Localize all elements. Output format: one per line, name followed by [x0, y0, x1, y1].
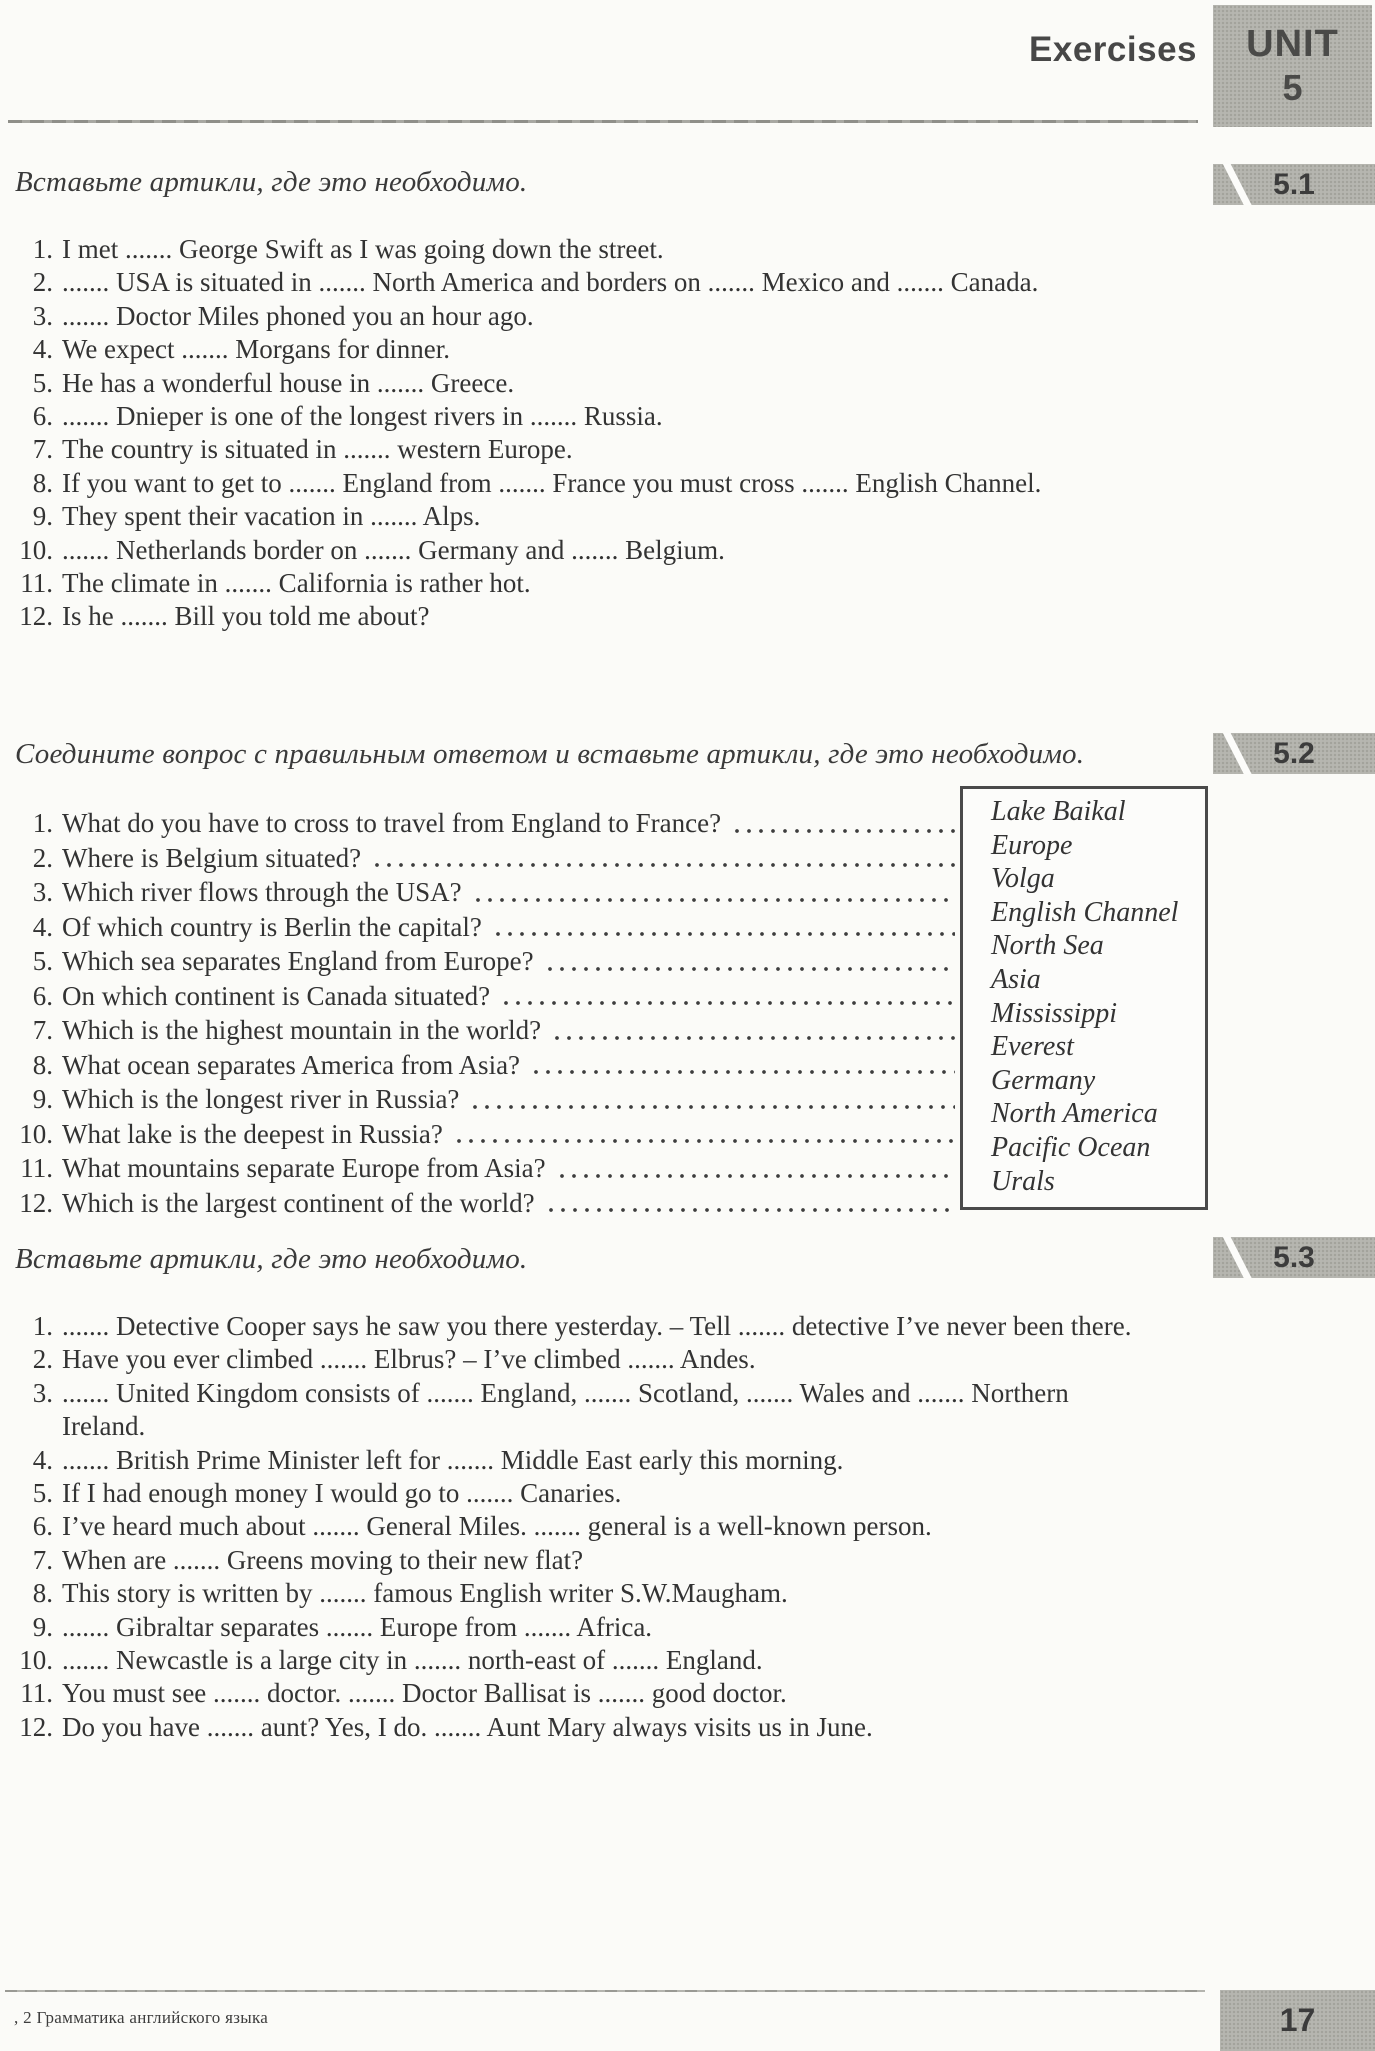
exercise-5-1-list	[15, 233, 1143, 634]
exercise-item	[15, 1444, 1143, 1477]
unit-number: 5	[1282, 67, 1303, 108]
instruction-5-1: Вставьте артикли, где это необходимо.	[15, 166, 528, 198]
instruction-5-3: Вставьте артикли, где это необходимо.	[15, 1243, 528, 1275]
exercise-item-text: ....... Doctor Miles phoned you an hour ago.	[62, 300, 534, 331]
unit-label: UNIT	[1246, 23, 1339, 65]
answer-item: Lake Baikal	[991, 796, 1126, 827]
answer-item: Urals	[991, 1165, 1055, 1197]
exercise-item-text: You must see ....... doctor. ....... Doctor Ballisat is ....... good doctor.	[62, 1678, 787, 1709]
dot-leader	[530, 1067, 955, 1077]
exercise-item-text: They spent their vacation in ....... Alps.	[62, 501, 481, 532]
exercise-item-text: If I had enough money I would go to ....... Canaries.	[62, 1478, 622, 1509]
page-title: Exercises	[1029, 30, 1197, 69]
badge-slash-decoration	[1219, 1237, 1257, 1278]
exercise-item	[15, 534, 1143, 567]
exercise-item-text: He has a wonderful house in ....... Greece.	[62, 367, 515, 398]
question-item	[15, 1082, 957, 1117]
section-badge-5-2	[1213, 733, 1375, 774]
answer-item: North America	[991, 1098, 1158, 1130]
exercise-item-text: ....... Netherlands border on ....... Germany and ....... Belgium.	[62, 534, 725, 565]
exercise-item	[15, 400, 1143, 433]
exercise-item	[15, 300, 1143, 333]
section-badge-5-3	[1213, 1237, 1375, 1278]
exercise-item	[15, 1377, 1143, 1444]
question-text: What ocean separates America from Asia?	[62, 1049, 521, 1080]
question-text: What mountains separate Europe from Asia?	[62, 1153, 546, 1183]
question-text: Of which country is Berlin the capital?	[62, 911, 482, 942]
exercise-item-text: ....... USA is situated in ....... North America and borders on ....... Mexico and ....... Canada.	[62, 267, 1039, 298]
badge-slash-decoration	[1219, 733, 1257, 774]
exercise-item-text: ....... United Kingdom consists of ....... England, ....... Scotland, ....... Wales and ....... Northern Ireland.	[62, 1377, 1069, 1442]
exercise-item	[15, 1677, 1143, 1710]
question-item	[15, 1048, 957, 1083]
section-number: 5.3	[1273, 1240, 1315, 1274]
answer-item: Europe	[991, 829, 1073, 861]
page-number-badge	[1220, 1990, 1375, 2051]
exercise-item-text: We expect ....... Morgans for dinner.	[62, 334, 450, 365]
dot-leader	[500, 998, 955, 1008]
footer-divider	[5, 1990, 1205, 1992]
exercise-item-text: The country is situated in ....... western Europe.	[62, 434, 573, 465]
dot-leader	[556, 1171, 955, 1181]
question-item	[15, 944, 957, 979]
exercise-item-text: The climate in ....... California is rather hot.	[62, 568, 531, 599]
exercise-item	[15, 1544, 1143, 1577]
exercise-item	[15, 266, 1143, 299]
dot-leader	[544, 964, 955, 974]
exercise-item-text: This story is written by ....... famous English writer S.W.Maugham.	[62, 1578, 788, 1609]
section-number: 5.2	[1273, 736, 1315, 770]
dot-leader	[371, 860, 955, 870]
question-item	[15, 1186, 957, 1221]
answer-item: Volga	[991, 863, 1055, 895]
answer-item: Germany	[991, 1064, 1096, 1096]
exercise-item	[15, 1611, 1143, 1644]
question-item	[15, 806, 957, 841]
section-badge-5-1	[1213, 164, 1375, 205]
page-number: 17	[1279, 2002, 1316, 2038]
question-item	[15, 1117, 957, 1152]
exercise-item-text: ....... Detective Cooper says he saw you there yesterday. – Tell ....... detective I’ve never been there.	[62, 1311, 1132, 1341]
exercise-item	[15, 1577, 1143, 1610]
exercise-5-2-questions	[15, 806, 957, 1220]
section-number: 5.1	[1273, 167, 1315, 201]
exercise-item	[15, 433, 1143, 466]
dot-leader	[731, 826, 955, 836]
dot-leader	[453, 1136, 955, 1146]
answer-item: Mississippi	[991, 997, 1118, 1029]
question-text: What lake is the deepest in Russia?	[62, 1118, 443, 1149]
exercise-item-text: ....... Dnieper is one of the longest rivers in ....... Russia.	[62, 401, 663, 432]
answers-box	[960, 786, 1208, 1210]
question-text: What do you have to cross to travel from England to France?	[62, 808, 722, 838]
question-text: Which is the largest continent of the world?	[62, 1187, 535, 1218]
exercise-item-text: ....... Gibraltar separates ....... Europe from ....... Africa.	[62, 1611, 653, 1642]
answer-item: Everest	[991, 1031, 1074, 1063]
question-item	[15, 841, 957, 876]
exercise-item	[15, 1343, 1143, 1376]
question-text: Which sea separates England from Europe?	[62, 946, 534, 976]
exercise-item	[15, 600, 1143, 633]
exercise-item	[15, 333, 1143, 366]
exercise-5-3-list	[15, 1310, 1143, 1744]
exercise-item	[15, 1711, 1143, 1744]
exercise-item	[15, 1310, 1143, 1343]
question-text: Which river flows through the USA?	[62, 877, 462, 907]
exercise-item	[15, 1644, 1143, 1677]
exercise-item	[15, 367, 1143, 400]
dot-leader	[469, 1102, 955, 1112]
dot-leader	[545, 1205, 955, 1215]
exercise-item	[15, 467, 1143, 500]
answer-item: Asia	[991, 963, 1041, 995]
dot-leader	[492, 929, 955, 939]
exercise-item	[15, 1510, 1143, 1543]
header-divider	[8, 120, 1198, 123]
answer-item: North Sea	[991, 930, 1104, 962]
instruction-5-2: Соедините вопрос с правильным ответом и вставьте артикли, где это необходимо.	[15, 738, 1085, 770]
question-text: On which continent is Canada situated?	[62, 980, 491, 1011]
badge-slash-decoration	[1219, 164, 1257, 205]
exercise-item	[15, 567, 1143, 600]
dot-leader	[551, 1033, 955, 1043]
exercise-item-text: Is he ....... Bill you told me about?	[62, 601, 430, 632]
exercise-item-text: ....... Newcastle is a large city in ....... north-east of ....... England.	[62, 1645, 763, 1676]
exercise-item-text: ....... British Prime Minister left for ....... Middle East early this morning.	[62, 1444, 844, 1475]
answer-item: English Channel	[991, 896, 1179, 928]
dot-leader	[472, 895, 955, 905]
exercise-item-text: Have you ever climbed ....... Elbrus? – I’ve climbed ....... Andes.	[62, 1344, 756, 1375]
footer-imprint: , 2 Грамматика английского языка	[14, 2008, 269, 2027]
question-item	[15, 875, 957, 910]
question-text: Which is the longest river in Russia?	[62, 1084, 460, 1114]
question-text: Which is the highest mountain in the world?	[62, 1015, 542, 1045]
question-item	[15, 1151, 957, 1186]
exercise-item-text: Do you have ....... aunt? Yes, I do. ....... Aunt Mary always visits us in June.	[62, 1711, 873, 1742]
exercise-item-text: If you want to get to ....... England from ....... France you must cross ....... English Channel.	[62, 467, 1042, 498]
exercise-item-text: I met ....... George Swift as I was going down the street.	[62, 234, 664, 264]
answer-item: Pacific Ocean	[991, 1131, 1151, 1163]
exercise-item	[15, 233, 1143, 266]
unit-badge	[1213, 5, 1372, 127]
question-item	[15, 979, 957, 1014]
question-item	[15, 910, 957, 945]
question-text: Where is Belgium situated?	[62, 842, 362, 873]
exercise-item	[15, 500, 1143, 533]
exercise-item	[15, 1477, 1143, 1510]
exercise-item-text: When are ....... Greens moving to their new flat?	[62, 1544, 584, 1575]
question-item	[15, 1013, 957, 1048]
exercise-item-text: I’ve heard much about ....... General Miles. ....... general is a well-known person.	[62, 1511, 932, 1542]
